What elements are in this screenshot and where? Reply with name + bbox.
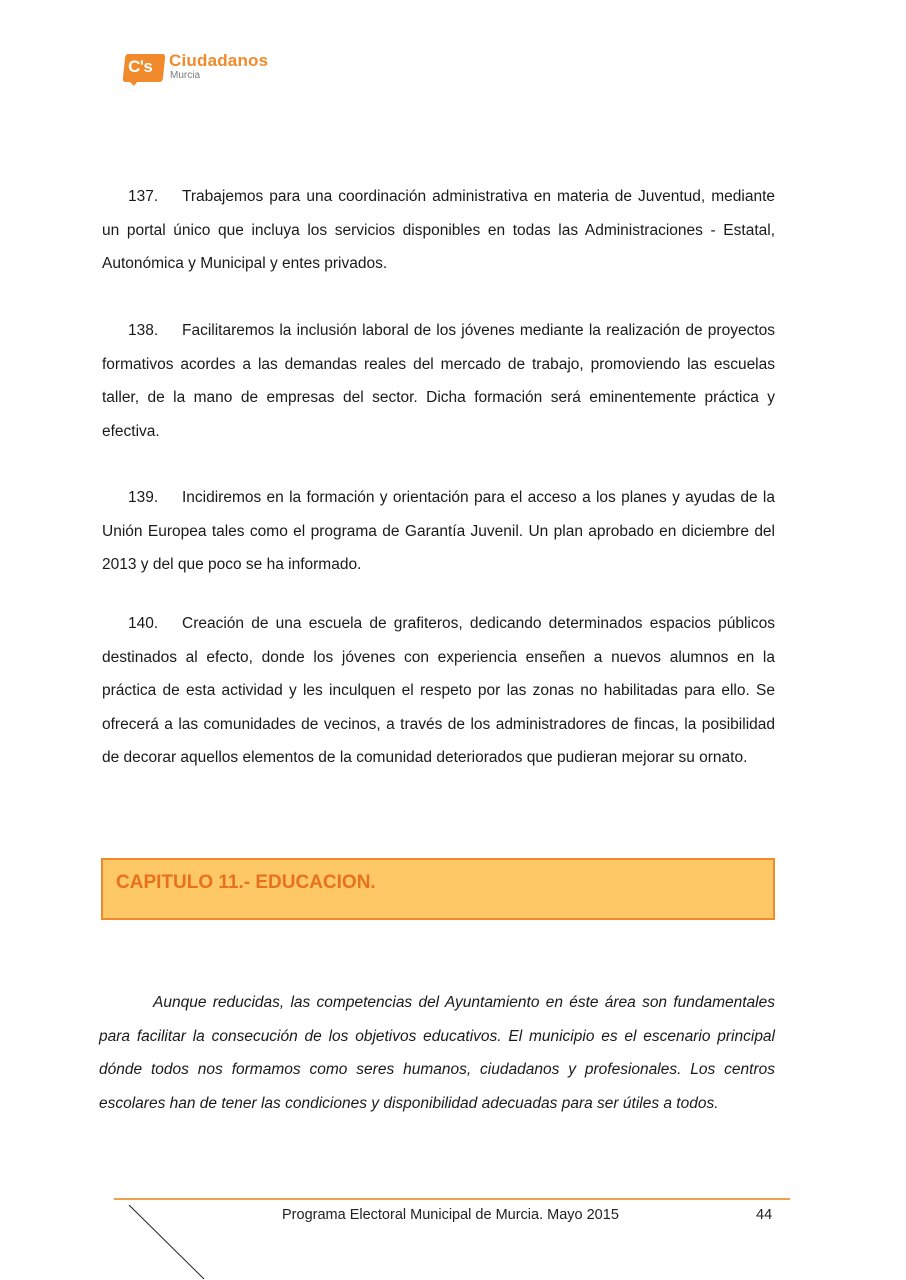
chapter-title: CAPITULO 11.- EDUCACION. [116,872,376,893]
logo-speech-tail [126,78,140,86]
logo-badge-text: C's [128,57,153,76]
page-number: 44 [756,1207,773,1223]
paragraph-number: 138. [128,322,159,339]
ciudadanos-logo [124,52,284,86]
paragraph-138 [102,314,775,448]
footer-diagonal-line [128,1204,208,1280]
logo-subtitle: Murcia [170,70,201,81]
paragraph-140 [102,607,775,775]
chapter-heading-box [101,858,775,920]
paragraph-139 [102,481,775,582]
paragraph-text: Creación de una escuela de grafiteros, dedicando determinados espacios públicos destinados al efecto, donde los jóvenes con experiencia enseñen a nuevos alumnos en la práctica de esta actividad y les inculquen el respeto por las zonas no habilitadas para ello. Se ofrecerá a las comunidades de vecinos, a través de los administradores de fincas, la posibilidad de decorar aquellos elementos de la comunidad deteriorados que pudieran mejorar su ornato. [102,615,775,767]
chapter-intro: Aunque reducidas, las competencias del Ayuntamiento en éste área son fundamentales para facilitar la consecución de los objetivos educativos. El municipio es el escenario principal dónde todos nos formamos como seres humanos, ciudadanos y profesionales. Los centros escolares han de tener las condiciones y disponibilidad adecuadas para ser útiles a todos. [99,994,775,1112]
logo-name: Ciudadanos [169,51,269,70]
paragraph-text: Facilitaremos la inclusión laboral de los jóvenes mediante la realización de proyectos formativos acordes a las demandas reales del mercado de trabajo, promoviendo las escuelas taller, de la mano de empresas del sector. Dicha formación será eminentemente práctica y efectiva. [102,322,775,440]
paragraph-number: 137. [128,188,159,205]
footer-title: Programa Electoral Municipal de Murcia. Mayo 2015 [282,1207,619,1223]
paragraph-number: 140. [128,615,159,632]
paragraph-text: Incidiremos en la formación y orientación para el acceso a los planes y ayudas de la Unión Europea tales como el programa de Garantía Juvenil. Un plan aprobado en diciembre del 2013 y del que poco se ha informado. [102,489,775,574]
footer-rule [114,1198,790,1200]
paragraph-137 [102,180,775,281]
paragraph-number: 139. [128,489,159,506]
paragraph-text: Trabajemos para una coordinación administrativa en materia de Juventud, mediante un portal único que incluya los servicios disponibles en todas las Administraciones - Estatal, Autonómica y Municipal y entes privados. [102,188,775,273]
